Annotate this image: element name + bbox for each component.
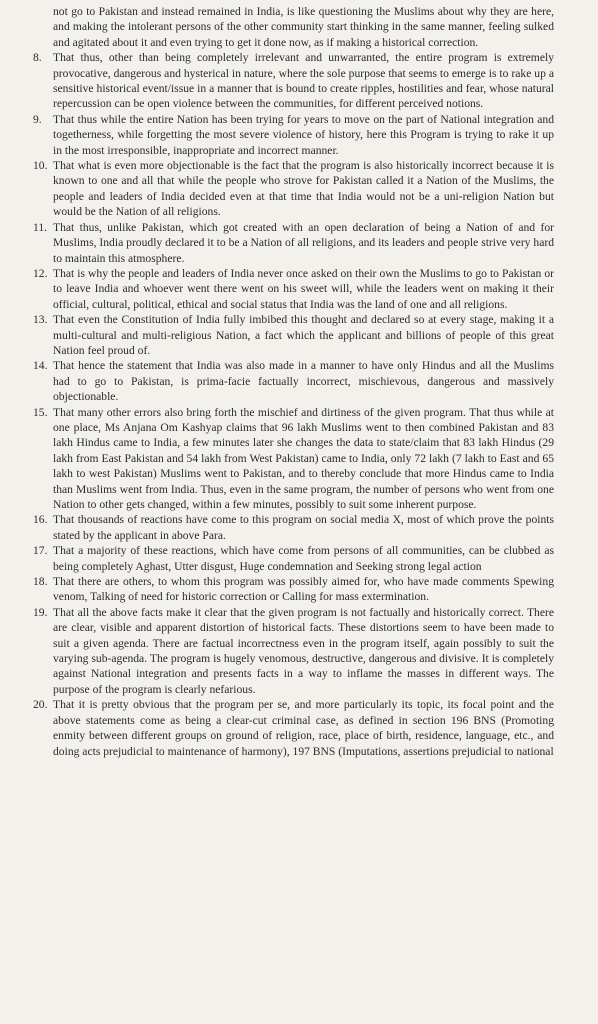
paragraph-number: 20. [33, 698, 48, 712]
paragraph-9 [33, 112, 554, 158]
paragraph-number: 15. [33, 405, 48, 419]
paragraph-text: That thus while the entire Nation has been trying for years to move on the part of National integration and togetherness, while forgetting the most severe violence of history, here this Program is trying to rake it up in the most irresponsible, inappropriate and incorrect manner. [53, 112, 554, 157]
paragraph-text: That many other errors also bring forth the mischief and dirtiness of the given program. That thus while at one place, Ms Anjana Om Kashyap claims that 96 lakh Muslims went to then combined Pakistan and 83 lakh Hindus came to India, a few minutes later she changes the data to state/claim that 83 lakh Hindus (29 lakh from East Pakistan and 54 lakh from West Pakistan) came to India, only 72 lakh (7 lakh to East and 65 lakh to west Pakistan) Muslims went to Pakistan, and to thereby conclude that more Hindus came to India than Muslims went from India. Thus, even in the same program, the number of persons who went from one Nation to other gets changed, within a few minutes, possibly to suit some inherent purpose. [53, 405, 554, 511]
paragraph-number: 10. [33, 159, 48, 173]
paragraph-text: That what is even more objectionable is the fact that the program is also historically incorrect because it is known to one and all that while the people who strove for Pakistan called it a Nation of the Muslims, the people and leaders of India decided even at that time that India would not be a uni-religion Nation but would be the Nation of all religions. [53, 159, 554, 219]
paragraph-16 [33, 512, 554, 543]
paragraph-20 [33, 697, 554, 759]
paragraph-text: That even the Constitution of India fully imbibed this thought and declared so at every stage, making it a multi-cultural and multi-religious Nation, a fact which the applicant and billions of people of this great Nation feel proud of. [53, 313, 554, 357]
paragraph-11 [33, 220, 554, 266]
paragraph-number: 12. [33, 266, 48, 280]
paragraph-text: That all the above facts make it clear that the given program is not factually and historically correct. There are clear, visible and apparent distortion of historical facts. These distortions seem to have been made to suit a given agenda. There are factual incorrectness even in the program itself, again possibly to suit the varying sub-agenda. The program is hugely venomous, destructive, dangerous and divisive. It is completely against National integration and presents facts in a way to inflame the masses in different ways. The purpose of the program is clearly nefarious. [53, 605, 554, 696]
paragraph-text: That thus, unlike Pakistan, which got created with an open declaration of being a Nation of and for Muslims, India proudly declared it to be a Nation of all religions, and its leaders and people strive very hard to maintain this atmosphere. [53, 220, 554, 265]
paragraph-text: That there are others, to whom this program was possibly aimed for, who have made comments Spewing venom, Talking of need for historic correction or Calling for mass extermination. [53, 575, 554, 604]
paragraph-text: That a majority of these reactions, which have come from persons of all communities, can be clubbed as being completely Aghast, Utter disgust, Huge condemnation and Seeking strong legal action [53, 544, 554, 573]
paragraph-number: 17. [33, 544, 48, 558]
intro-paragraph: not go to Pakistan and instead remained in India, is like questioning the Muslims about why they are here, and making the intolerant persons of the other community start thinking in the same manner, feeling sulked and agitated about it and even trying to get it done now, as if making a historical correction. [53, 5, 554, 49]
paragraph-number: 14. [33, 359, 48, 373]
paragraph-10 [33, 158, 554, 220]
paragraph-8 [33, 50, 554, 112]
paragraph-text: That hence the statement that India was also made in a manner to have only Hindus and all the Muslims had to go to Pakistan, is prima-facie factually incorrect, mischievous, dangerous and massively objectionable. [53, 359, 554, 404]
paragraph-19 [33, 605, 554, 697]
paragraph-number: 13. [33, 313, 48, 327]
paragraph-15 [33, 405, 554, 513]
paragraph-12 [33, 266, 554, 312]
paragraph-number: 18. [33, 575, 48, 589]
paragraph-number: 8. [33, 51, 42, 65]
paragraph-number: 19. [33, 605, 48, 619]
paragraph-13 [33, 312, 554, 358]
paragraph-text: That thus, other than being completely irrelevant and unwarranted, the entire program is extremely provocative, dangerous and hysterical in nature, where the sole purpose that seems to emerge is to rake up a sensitive historical event/issue in a manner that is bound to create ripples, hostilities and fear, whose natural repercussion can be open violence between the communities, for different perceived notions. [53, 51, 554, 111]
paragraph-text: That it is pretty obvious that the program per se, and more particularly its topic, its focal point and the above statements come as being a clear-cut criminal case, as defined in section 196 BNS (Promoting enmity between different groups on ground of religion, race, place of birth, residence, language, etc., and doing acts prejudicial to maintenance of harmony), 197 BNS (Imputations, assertions prejudicial to national [53, 698, 554, 758]
paragraph-number: 16. [33, 513, 48, 527]
paragraph-number: 11. [33, 220, 48, 234]
paragraph-text: That thousands of reactions have come to this program on social media X, most of which prove the points stated by the applicant in above Para. [53, 513, 554, 542]
paragraph-18 [33, 574, 554, 605]
paragraph-17 [33, 543, 554, 574]
paragraph-number: 9. [33, 112, 42, 126]
paragraph-text: That is why the people and leaders of India never once asked on their own the Muslims to go to Pakistan or to leave India and whoever went there went on his sweet will, while the leaders went on making it their official, cultural, political, ethical and social status that India was the land of one and all religions. [53, 266, 554, 311]
paragraph-14 [33, 358, 554, 404]
